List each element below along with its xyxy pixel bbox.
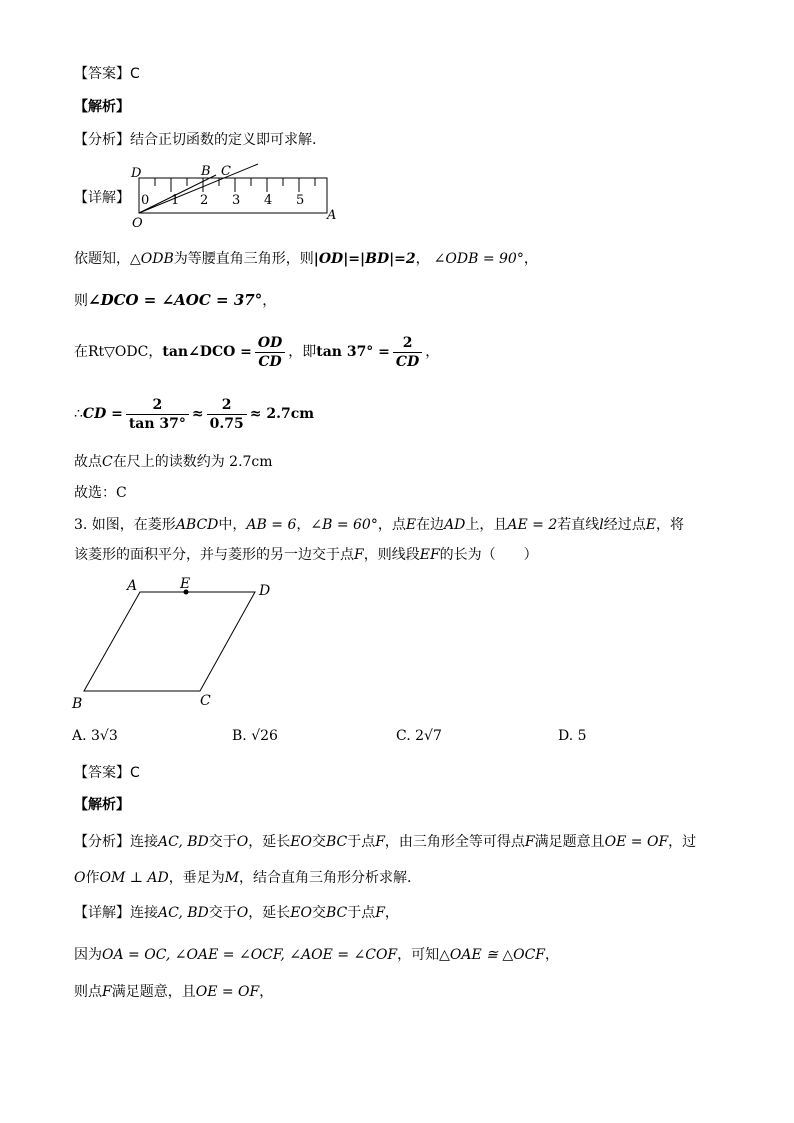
text-segment: 依题知， <box>74 251 130 267</box>
text-segment: 满足题意，且 <box>111 984 196 1000</box>
tick-label-1: 1 <box>171 193 180 208</box>
math-triangle: △ODB <box>130 251 174 267</box>
therefore-symbol: ∴ <box>74 406 83 422</box>
option-value: 2√7 <box>415 728 442 744</box>
fraction-numerator: 2 <box>126 396 189 415</box>
fraction-2-075 <box>207 396 247 433</box>
fraction-denominator: tan 37° <box>128 415 186 432</box>
text-segment: ，将 <box>656 517 684 533</box>
text-segment: ，垂足为 <box>168 870 225 886</box>
tick-label-2: 2 <box>200 193 209 208</box>
choice-text: 故选：C <box>74 485 127 501</box>
text-segment: 连接 <box>130 905 158 921</box>
tick-label-0: 0 <box>141 193 150 208</box>
fenxi-line-1 <box>74 130 316 150</box>
fenxi-text: 结合正切函数的定义即可求解. <box>130 132 317 148</box>
tick-label-4: 4 <box>264 193 273 208</box>
rhombus-diagram <box>66 572 286 714</box>
label-o: O <box>132 216 143 231</box>
text-segment: 交于 <box>208 905 237 921</box>
math-eo: EO <box>290 905 312 921</box>
question-3-line-1 <box>74 515 684 535</box>
text-segment: ，延长 <box>248 905 291 921</box>
math-f: F <box>375 834 385 850</box>
analysis-tag: 【解析】 <box>74 99 130 115</box>
text-segment: ， <box>545 947 560 963</box>
tick-label-5: 5 <box>296 193 305 208</box>
math-f: F <box>375 905 385 921</box>
solution-line-3 <box>74 333 439 371</box>
text-segment: ， <box>523 251 538 267</box>
text-segment: 该菱形的面积平分，并与菱形的另一边交于点 <box>74 547 354 563</box>
math-cd: CD = <box>82 406 123 422</box>
text-segment: 连接 <box>130 834 158 850</box>
answer-tag: 【答案】 <box>74 765 130 781</box>
fraction-numerator: 2 <box>393 334 422 353</box>
text-segment: ，由三角形全等可得点 <box>384 834 525 850</box>
math-f: F <box>524 834 535 850</box>
answer-line-2 <box>74 763 140 783</box>
math-f: F <box>354 547 364 563</box>
math-congruence: △OAE ≅ △OCF <box>439 947 546 963</box>
ruler-ticks <box>155 178 315 192</box>
analysis-line-2 <box>74 795 130 815</box>
text-segment: ，延长 <box>248 834 291 850</box>
fraction-numerator: OD <box>255 334 285 353</box>
math-equation: ∠DCO = ∠AOC = 37° <box>88 291 263 309</box>
option-value: 3√3 <box>91 728 118 744</box>
fenxi-line-2a <box>74 832 696 852</box>
fraction-2-tan37 <box>126 396 189 433</box>
text-segment: ， <box>425 344 440 360</box>
math-om-perp-ad: OM ⊥ AD <box>99 870 169 886</box>
math-o: O <box>236 905 249 921</box>
math-angle: ∠ODB = 90° <box>433 251 524 267</box>
label-a: A <box>327 208 337 223</box>
ruler-diagram <box>126 160 346 232</box>
text-segment: 故点 <box>74 454 102 470</box>
fenxi-tag: 【分析】 <box>74 834 130 850</box>
text-segment: 上，且 <box>465 517 508 533</box>
question-3-line-2 <box>74 545 538 565</box>
label-c: C <box>200 693 211 709</box>
math-equalities: OA = OC, ∠OAE = ∠OCF, ∠AOE = ∠COF <box>102 947 398 963</box>
option-b <box>232 728 278 744</box>
xiangjie-line-2 <box>74 903 399 923</box>
math-eo: EO <box>290 834 312 850</box>
math-bc: BC <box>325 905 348 921</box>
text-segment: 在 <box>74 344 88 360</box>
fenxi-tag: 【分析】 <box>74 132 130 148</box>
option-value: 5 <box>577 728 587 744</box>
text-segment: 若直线 <box>557 517 600 533</box>
label-a: A <box>127 578 138 594</box>
text-segment: 交于 <box>208 834 237 850</box>
label-e: E <box>180 576 191 592</box>
tick-label-3: 3 <box>232 193 241 208</box>
text-segment: 于点 <box>347 905 376 921</box>
math-ad: AD <box>444 517 466 533</box>
rhombus-shape <box>84 592 255 691</box>
math-ae: AE = 2 <box>507 517 558 533</box>
fraction-2-cd <box>393 334 422 371</box>
option-value: √26 <box>251 728 278 744</box>
text-segment: ， <box>415 251 430 267</box>
fraction-od-cd <box>255 334 285 371</box>
text-segment: 作 <box>85 870 100 886</box>
text-segment: 的长为（ ） <box>439 547 538 563</box>
math-ac-bd: AC, BD <box>158 834 209 850</box>
fraction-denominator: CD <box>258 353 282 370</box>
text-segment: 于点 <box>347 834 376 850</box>
math-o: O <box>74 870 86 886</box>
text-segment: ， <box>296 517 311 533</box>
text-segment: ， <box>262 293 277 309</box>
text-segment: ，结合直角三角形分析求解. <box>239 870 412 886</box>
answer-value: C <box>130 66 140 82</box>
xiangjie-tag: 【详解】 <box>74 190 130 206</box>
option-label: C. <box>396 728 411 744</box>
text-segment: 交 <box>311 905 326 921</box>
analysis-line-1 <box>74 97 130 117</box>
answer-value: C <box>130 765 140 781</box>
solution-line-6 <box>74 483 127 503</box>
option-c <box>396 728 442 744</box>
math-c: C <box>102 454 113 470</box>
analysis-tag: 【解析】 <box>74 797 130 813</box>
math-ab: AB = 6 <box>246 517 297 533</box>
text-segment: 为等腰直角三角形，则 <box>173 251 314 267</box>
solution-line-7 <box>74 945 559 965</box>
text-segment: 在边 <box>416 517 445 533</box>
text-segment: ，即 <box>288 344 317 360</box>
math-f: F <box>102 984 112 1000</box>
math-e: E <box>645 517 656 533</box>
math-bc: BC <box>325 834 348 850</box>
xiangjie-tag: 【详解】 <box>74 905 130 921</box>
text-segment: 因为 <box>74 947 102 963</box>
text-segment: ，过 <box>668 834 697 850</box>
text-segment: ， <box>259 984 274 1000</box>
math-oe-of: OE = OF <box>604 834 669 850</box>
math-tan: tan 37° = <box>316 344 390 360</box>
label-d: D <box>131 166 142 181</box>
solution-line-4 <box>74 395 314 433</box>
option-a <box>72 728 118 744</box>
approx-result: ≈ 2.7cm <box>249 406 315 422</box>
math-e: E <box>405 517 417 533</box>
math-oe-of: OE = OF <box>195 984 260 1000</box>
text-segment: 经过点 <box>603 517 646 533</box>
text-segment: 中， <box>218 517 247 533</box>
text-segment: 则点 <box>74 984 102 1000</box>
fenxi-line-2b <box>74 868 412 888</box>
text-segment: ， <box>384 905 399 921</box>
math-abcd: ABCD <box>175 517 219 533</box>
label-b: B <box>72 696 83 712</box>
text-segment: ，点 <box>377 517 406 533</box>
label-c: C <box>221 164 231 179</box>
text-segment: 则 <box>74 293 88 309</box>
fraction-denominator: 0.75 <box>209 415 244 432</box>
math-m: M <box>224 870 240 886</box>
math-ac-bd: AC, BD <box>158 905 209 921</box>
text-segment: ， <box>148 344 163 360</box>
xiangjie-line-1 <box>74 188 130 208</box>
option-d <box>558 728 587 744</box>
text-segment: ，可知 <box>397 947 440 963</box>
math-rt: Rt▽ODC <box>88 344 149 360</box>
math-angle-b: ∠B = 60° <box>310 517 378 533</box>
math-l: l <box>599 517 604 533</box>
text-segment: 3. 如图，在菱形 <box>74 517 176 533</box>
math-equation: |OD|=|BD|=2 <box>313 251 416 267</box>
option-label: D. <box>558 728 574 744</box>
option-label: A. <box>72 728 87 744</box>
fraction-numerator: 2 <box>207 396 247 415</box>
solution-line-1 <box>74 249 538 269</box>
math-o: O <box>236 834 249 850</box>
solution-line-8 <box>74 982 273 1002</box>
approx-symbol: ≈ <box>191 406 204 422</box>
fraction-denominator: CD <box>395 353 420 370</box>
math-ef: EF <box>419 547 440 563</box>
text-segment: 满足题意且 <box>534 834 605 850</box>
text-segment: 在尺上的读数约为 2.7cm <box>112 454 273 470</box>
label-d: D <box>259 583 271 599</box>
option-label: B. <box>232 728 247 744</box>
answer-line-1 <box>74 64 140 84</box>
text-segment: 交 <box>311 834 326 850</box>
answer-tag: 【答案】 <box>74 66 130 82</box>
math-tan: tan∠DCO = <box>162 344 252 360</box>
text-segment: ，则线段 <box>363 547 420 563</box>
solution-line-2 <box>74 290 276 311</box>
solution-line-5 <box>74 452 273 472</box>
label-b: B <box>201 164 211 179</box>
